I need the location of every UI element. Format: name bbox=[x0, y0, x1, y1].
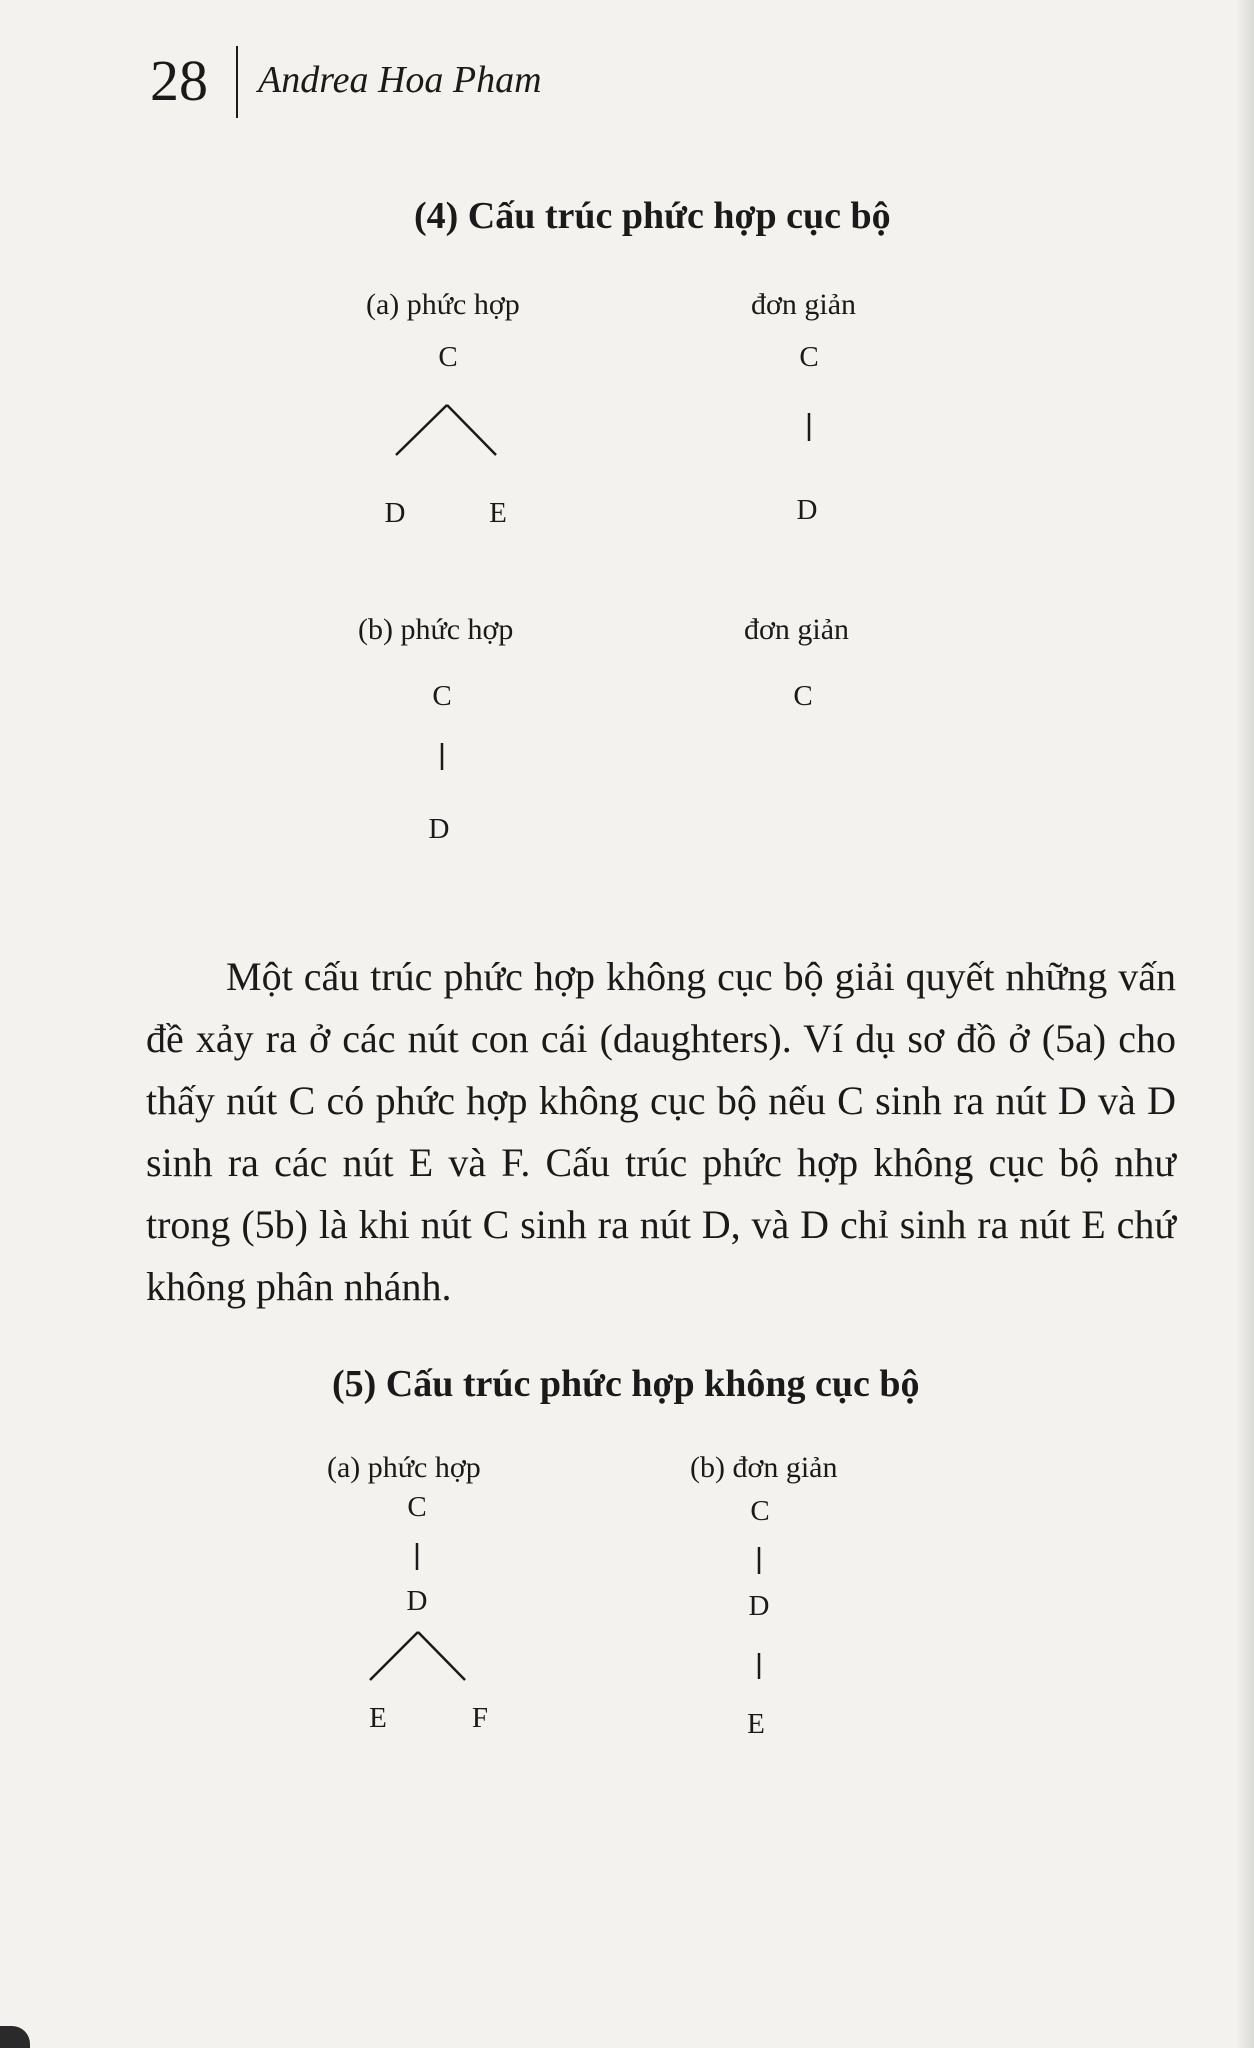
edge-5a-d-f bbox=[418, 1632, 465, 1680]
node-5b-e: E bbox=[747, 1708, 765, 1740]
node-4a-right-c: C bbox=[799, 341, 819, 373]
figure-4a-left-label: (a) phức hợp bbox=[366, 288, 520, 321]
node-4b-right-c: C bbox=[793, 680, 813, 712]
node-5b-c: C bbox=[750, 1495, 770, 1527]
node-5a-c: C bbox=[407, 1491, 427, 1523]
figure-5b-label: (b) đơn giản bbox=[690, 1451, 838, 1484]
running-header-author: Andrea Hoa Pham bbox=[258, 59, 542, 101]
figure-5-title: (5) Cấu trúc phức hợp không cục bộ bbox=[332, 1363, 920, 1405]
edge-5a-d-e bbox=[370, 1632, 418, 1680]
node-5b-d: D bbox=[748, 1590, 770, 1622]
node-5a-d: D bbox=[406, 1585, 428, 1617]
page-edge-shadow bbox=[1236, 0, 1254, 2048]
node-4a-e: E bbox=[489, 497, 507, 529]
figure-4b-right-label: đơn giản bbox=[744, 613, 850, 646]
node-4a-d: D bbox=[384, 497, 406, 529]
figure-4-title: (4) Cấu trúc phức hợp cục bộ bbox=[414, 195, 891, 237]
figure-4a-right-label: đơn giản bbox=[751, 288, 857, 321]
edge-4a-c-e bbox=[447, 405, 496, 455]
figure-5a-label: (a) phức hợp bbox=[327, 1451, 481, 1484]
node-4a-right-d: D bbox=[796, 494, 818, 526]
node-5a-f: F bbox=[471, 1702, 489, 1734]
node-4b-c: C bbox=[432, 680, 452, 712]
node-4b-d: D bbox=[428, 813, 450, 845]
figure-4b-left-label: (b) phức hợp bbox=[358, 613, 514, 646]
edge-4a-c-d bbox=[396, 405, 447, 455]
page-number: 28 bbox=[150, 48, 208, 113]
node-4a-c: C bbox=[438, 341, 458, 373]
body-paragraph bbox=[146, 946, 1176, 1318]
body-paragraph-text: Một cấu trúc phức hợp không cục bộ giải quyết những vấn đề xảy ra ở các nút con cái (daughters). Ví dụ sơ đồ ở (5a) cho thấy nút C có phức hợp không cục bộ nếu C sinh ra nút D và D sinh ra các nút E và F. Cấu trúc phức hợp không cục bộ như trong (5b) là khi nút C sinh ra nút D, và D chỉ sinh ra nút E chứ không phân nhánh. bbox=[146, 954, 1176, 1309]
node-5a-e: E bbox=[369, 1702, 387, 1734]
